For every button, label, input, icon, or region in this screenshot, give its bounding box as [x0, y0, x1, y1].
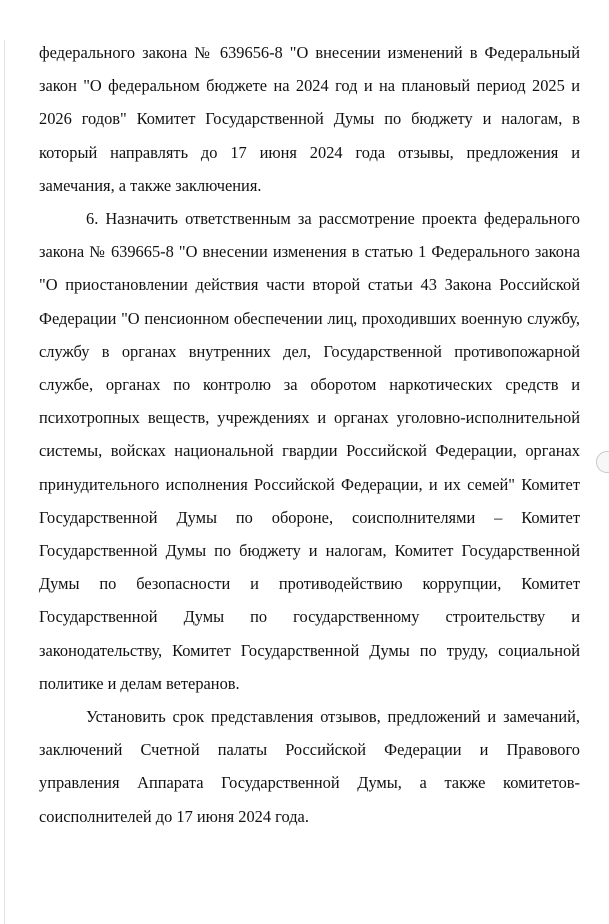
- page-left-edge: [4, 40, 5, 924]
- scroll-handle[interactable]: [596, 451, 609, 473]
- paragraph-continuation: федерального закона № 639656-8 "О внесении изменений в Федеральный закон "О федеральном бюджете на 2024 год и на плановый период 2025 и 2026 годов" Комитет Государственной Думы по бюджету и налогам, в который направлять до 17 июня 2024 года отзывы, предложения и замечания, а также заключения.: [39, 43, 580, 195]
- document-body: [39, 36, 580, 833]
- paragraph-deadline: Установить срок представления отзывов, предложений и замечаний, заключений Счетной палаты Российской Федерации и Правового управления Аппарата Государственной Думы, а также комитетов-соисполнителей до 17 июня 2024 года.: [39, 707, 580, 826]
- paragraph-item-6: 6. Назначить ответственным за рассмотрение проекта федерального закона № 639665-8 "О внесении изменения в статью 1 Федерального закона "О приостановлении действия части второй статьи 43 Закона Российской Федерации "О пенсионном обеспечении лиц, проходивших военную службу, службу в органах внутренних дел, Государственной противопожарной службе, органах по контролю за оборотом наркотических средств и психотропных веществ, учреждениях и органах уголовно-исполнительной системы, войсках национальной гвардии Российской Федерации, органах принудительного исполнения Российской Федерации, и их семей" Комитет Государственной Думы по обороне, соисполнителями – Комитет Государственной Думы по бюджету и налогам, Комитет Государственной Думы по безопасности и противодействию коррупции, Комитет Государственной Думы по государственному строительству и законодательству, Комитет Государственной Думы по труду, социальной политике и делам ветеранов.: [39, 209, 580, 693]
